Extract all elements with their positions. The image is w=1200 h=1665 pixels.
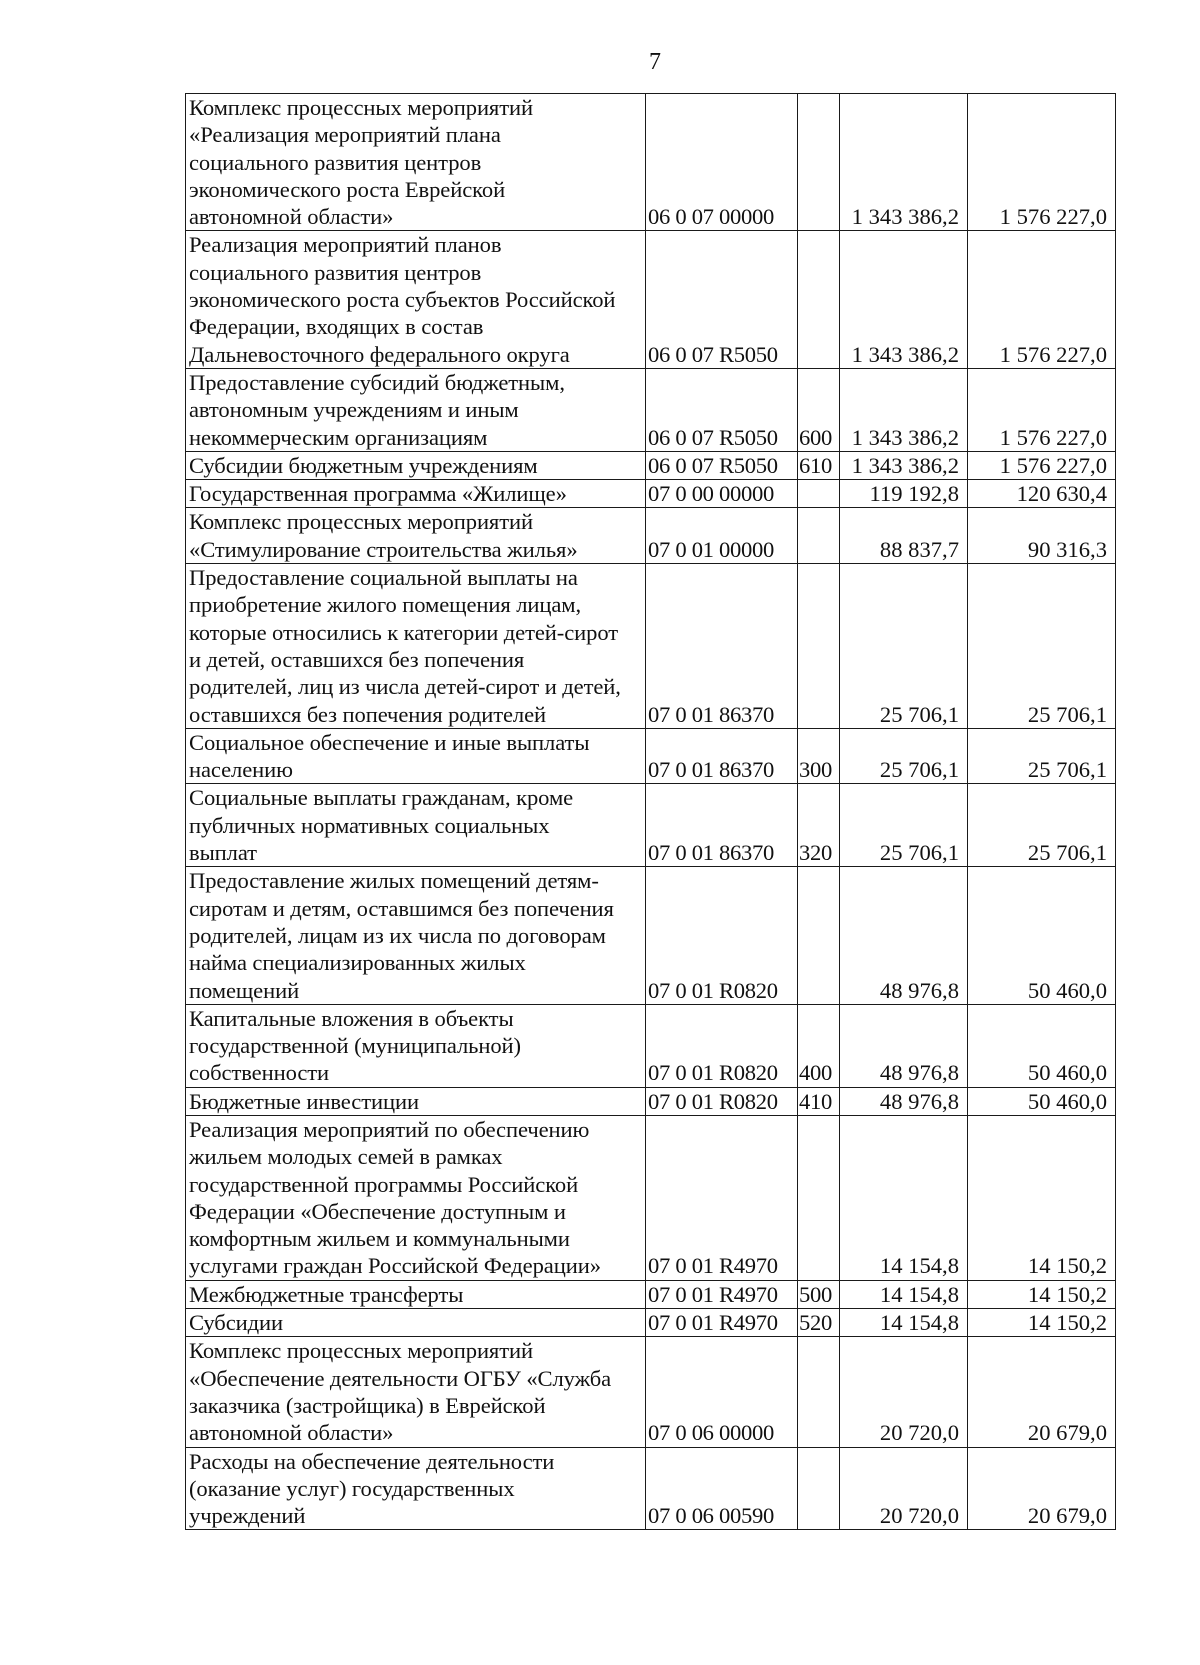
expense-name-cell: [186, 564, 646, 729]
expense-name-line: Субсидии бюджетным учреждениям: [189, 452, 538, 478]
expense-name-line: Субсидии: [189, 1310, 283, 1336]
amount-year-2-cell: 50 460,0: [968, 1087, 1116, 1115]
amount-year-2-cell: 1 576 227,0: [968, 368, 1116, 451]
expense-name-line: собственности: [189, 1060, 330, 1086]
table-row: [186, 1087, 1116, 1115]
expense-name-line: выплат: [189, 840, 257, 866]
expense-name-line: «Обеспечение деятельности ОГБУ «Служба: [189, 1365, 612, 1391]
expense-name-cell: [186, 94, 646, 231]
target-article-cell: 07 0 01 R4970: [646, 1309, 798, 1337]
expense-name-line: услугами граждан Российской Федерации»: [189, 1253, 601, 1279]
expense-name-line: Межбюджетные трансферты: [189, 1281, 464, 1307]
expense-type-cell: 410: [798, 1087, 840, 1115]
expense-name-line: Предоставление социальной выплаты на: [189, 565, 578, 591]
target-article-cell: 07 0 01 R4970: [646, 1115, 798, 1280]
table-row: [186, 1447, 1116, 1530]
table-row: [186, 1280, 1116, 1308]
expense-type-cell: [798, 1337, 840, 1447]
amount-year-1-cell: 14 154,8: [840, 1309, 968, 1337]
target-article-cell: 07 0 06 00000: [646, 1337, 798, 1447]
expense-name-line: «Стимулирование строительства жилья»: [189, 536, 578, 562]
amount-year-1-cell: 25 706,1: [840, 728, 968, 784]
expense-name-line: Капитальные вложения в объекты: [189, 1005, 514, 1031]
amount-year-2-cell: 120 630,4: [968, 480, 1116, 508]
expense-name-cell: [186, 1004, 646, 1087]
amount-year-1-cell: 1 343 386,2: [840, 231, 968, 368]
expense-type-cell: [798, 94, 840, 231]
expense-name-line: Расходы на обеспечение деятельности: [189, 1448, 555, 1474]
amount-year-2-cell: 1 576 227,0: [968, 94, 1116, 231]
target-article-cell: 06 0 07 00000: [646, 94, 798, 231]
amount-year-2-cell: 25 706,1: [968, 728, 1116, 784]
expense-type-cell: 320: [798, 784, 840, 867]
expense-name-line: государственной (муниципальной): [189, 1033, 521, 1059]
expense-name-line: Предоставление жилых помещений детям-: [189, 868, 599, 894]
table-row: [186, 1004, 1116, 1087]
amount-year-1-cell: 48 976,8: [840, 867, 968, 1004]
expense-name-line: сиротам и детям, оставшимся без попечения: [189, 895, 614, 921]
target-article-cell: 07 0 01 86370: [646, 564, 798, 729]
expense-name-line: публичных нормативных социальных: [189, 812, 550, 838]
expense-name-line: помещений: [189, 977, 300, 1003]
expense-name-line: Комплекс процессных мероприятий: [189, 1338, 533, 1364]
budget-table: [185, 93, 1116, 1530]
target-article-cell: 07 0 01 R4970: [646, 1280, 798, 1308]
table-row: [186, 480, 1116, 508]
expense-type-cell: 500: [798, 1280, 840, 1308]
expense-name-line: Дальневосточного федерального округа: [189, 341, 570, 367]
table-row: [186, 94, 1116, 231]
target-article-cell: 06 0 07 R5050: [646, 231, 798, 368]
amount-year-1-cell: 14 154,8: [840, 1280, 968, 1308]
amount-year-2-cell: 25 706,1: [968, 784, 1116, 867]
expense-type-cell: [798, 867, 840, 1004]
expense-name-line: Реализация мероприятий планов: [189, 232, 502, 258]
amount-year-2-cell: 1 576 227,0: [968, 451, 1116, 479]
table-row: [186, 867, 1116, 1004]
expense-name-cell: [186, 368, 646, 451]
table-row: [186, 784, 1116, 867]
expense-type-cell: 610: [798, 451, 840, 479]
target-article-cell: 06 0 07 R5050: [646, 451, 798, 479]
target-article-cell: 06 0 07 R5050: [646, 368, 798, 451]
target-article-cell: 07 0 01 00000: [646, 508, 798, 564]
expense-name-line: оставшихся без попечения родителей: [189, 701, 546, 727]
expense-name-line: жильем молодых семей в рамках: [189, 1144, 503, 1170]
amount-year-1-cell: 48 976,8: [840, 1004, 968, 1087]
expense-name-line: Реализация мероприятий по обеспечению: [189, 1116, 590, 1142]
expense-name-line: комфортным жильем и коммунальными: [189, 1226, 570, 1252]
amount-year-1-cell: 14 154,8: [840, 1115, 968, 1280]
expense-name-cell: [186, 1309, 646, 1337]
table-row: [186, 564, 1116, 729]
expense-name-cell: [186, 728, 646, 784]
budget-table-body: [186, 94, 1116, 1530]
expense-name-line: «Реализация мероприятий плана: [189, 122, 501, 148]
expense-type-cell: [798, 508, 840, 564]
expense-type-cell: 300: [798, 728, 840, 784]
amount-year-2-cell: 14 150,2: [968, 1280, 1116, 1308]
amount-year-2-cell: 90 316,3: [968, 508, 1116, 564]
expense-name-line: учреждений: [189, 1503, 306, 1529]
amount-year-1-cell: 119 192,8: [840, 480, 968, 508]
expense-name-line: Социальное обеспечение и иные выплаты: [189, 729, 590, 755]
amount-year-2-cell: 14 150,2: [968, 1115, 1116, 1280]
expense-name-line: экономического роста Еврейской: [189, 176, 506, 202]
table-row: [186, 508, 1116, 564]
table-row: [186, 451, 1116, 479]
expense-name-line: автономной области»: [189, 1420, 394, 1446]
expense-type-cell: 520: [798, 1309, 840, 1337]
amount-year-1-cell: 48 976,8: [840, 1087, 968, 1115]
expense-name-cell: [186, 480, 646, 508]
amount-year-2-cell: 20 679,0: [968, 1337, 1116, 1447]
expense-name-cell: [186, 451, 646, 479]
amount-year-1-cell: 20 720,0: [840, 1447, 968, 1530]
expense-name-line: государственной программы Российской: [189, 1171, 579, 1197]
amount-year-1-cell: 20 720,0: [840, 1337, 968, 1447]
table-row: [186, 368, 1116, 451]
amount-year-2-cell: 14 150,2: [968, 1309, 1116, 1337]
expense-name-line: которые относились к категории детей-сирот: [189, 619, 619, 645]
page-number: 7: [649, 49, 661, 75]
expense-name-cell: [186, 867, 646, 1004]
amount-year-1-cell: 1 343 386,2: [840, 368, 968, 451]
expense-type-cell: [798, 480, 840, 508]
amount-year-2-cell: 50 460,0: [968, 867, 1116, 1004]
expense-name-line: автономной области»: [189, 204, 394, 230]
expense-name-line: автономным учреждениям и иным: [189, 397, 519, 423]
table-row: [186, 1309, 1116, 1337]
target-article-cell: 07 0 01 86370: [646, 728, 798, 784]
table-row: [186, 1115, 1116, 1280]
table-row: [186, 231, 1116, 368]
expense-type-cell: 400: [798, 1004, 840, 1087]
target-article-cell: 07 0 01 R0820: [646, 867, 798, 1004]
expense-name-line: родителей, лиц из числа детей-сирот и детей,: [189, 674, 621, 700]
expense-name-line: Комплекс процессных мероприятий: [189, 95, 533, 120]
table-row: [186, 1337, 1116, 1447]
expense-name-line: некоммерческим организациям: [189, 424, 488, 450]
expense-name-line: (оказание услуг) государственных: [189, 1475, 515, 1501]
amount-year-2-cell: 25 706,1: [968, 564, 1116, 729]
expense-name-line: и детей, оставшихся без попечения: [189, 646, 525, 672]
expense-type-cell: [798, 231, 840, 368]
expense-name-cell: [186, 1447, 646, 1530]
expense-name-cell: [186, 508, 646, 564]
amount-year-2-cell: 20 679,0: [968, 1447, 1116, 1530]
expense-name-line: Федерации, входящих в состав: [189, 314, 484, 340]
expense-name-line: населению: [189, 757, 293, 783]
amount-year-1-cell: 25 706,1: [840, 784, 968, 867]
expense-name-line: заказчика (застройщика) в Еврейской: [189, 1392, 546, 1418]
expense-type-cell: [798, 1447, 840, 1530]
target-article-cell: 07 0 06 00590: [646, 1447, 798, 1530]
target-article-cell: 07 0 01 R0820: [646, 1004, 798, 1087]
expense-name-cell: [186, 1337, 646, 1447]
expense-name-cell: [186, 784, 646, 867]
expense-type-cell: [798, 564, 840, 729]
expense-name-cell: [186, 1087, 646, 1115]
expense-name-line: Государственная программа «Жилище»: [189, 481, 567, 507]
table-row: [186, 728, 1116, 784]
expense-name-line: социального развития центров: [189, 259, 482, 285]
expense-name-line: социального развития центров: [189, 149, 482, 175]
amount-year-1-cell: 1 343 386,2: [840, 451, 968, 479]
expense-name-line: Федерации «Обеспечение доступным и: [189, 1198, 566, 1224]
target-article-cell: 07 0 00 00000: [646, 480, 798, 508]
amount-year-2-cell: 50 460,0: [968, 1004, 1116, 1087]
amount-year-1-cell: 1 343 386,2: [840, 94, 968, 231]
expense-name-line: найма специализированных жилых: [189, 950, 526, 976]
expense-name-line: Бюджетные инвестиции: [189, 1088, 419, 1114]
target-article-cell: 07 0 01 R0820: [646, 1087, 798, 1115]
expense-name-line: Предоставление субсидий бюджетным,: [189, 369, 565, 395]
expense-name-line: Социальные выплаты гражданам, кроме: [189, 785, 574, 811]
amount-year-2-cell: 1 576 227,0: [968, 231, 1116, 368]
expense-name-line: родителей, лицам из их числа по договорам: [189, 922, 606, 948]
target-article-cell: 07 0 01 86370: [646, 784, 798, 867]
expense-type-cell: 600: [798, 368, 840, 451]
amount-year-1-cell: 25 706,1: [840, 564, 968, 729]
expense-name-line: приобретение жилого помещения лицам,: [189, 592, 582, 618]
expense-name-cell: [186, 231, 646, 368]
expense-type-cell: [798, 1115, 840, 1280]
expense-name-line: Комплекс процессных мероприятий: [189, 509, 533, 535]
expense-name-cell: [186, 1115, 646, 1280]
expense-name-line: экономического роста субъектов Российской: [189, 287, 616, 313]
expense-name-cell: [186, 1280, 646, 1308]
amount-year-1-cell: 88 837,7: [840, 508, 968, 564]
